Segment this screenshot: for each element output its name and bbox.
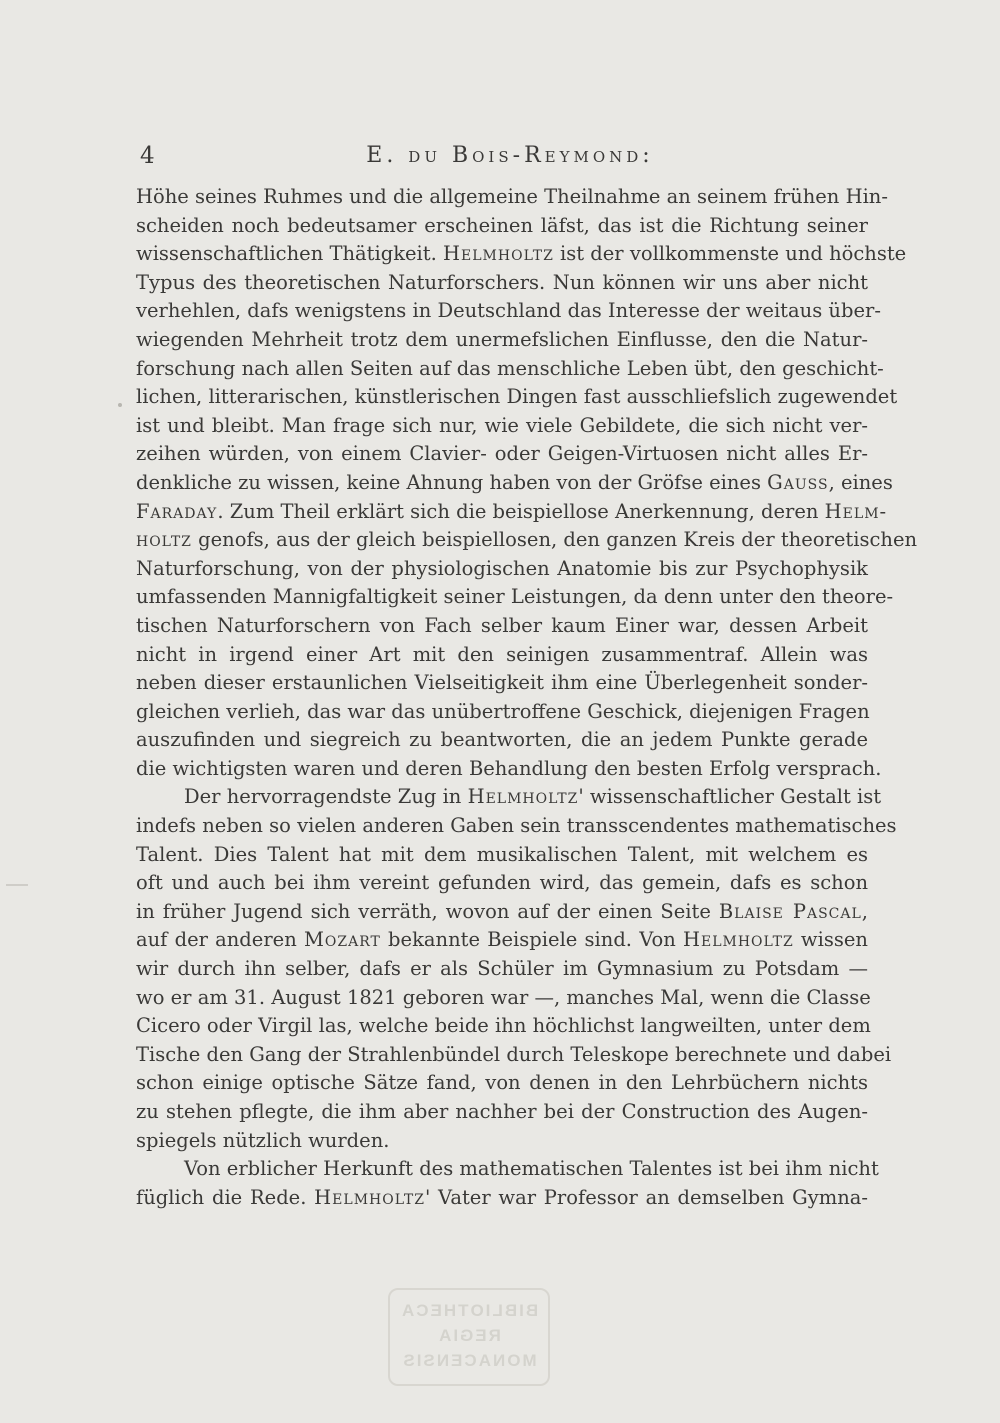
text-segment: füglich die Rede.	[136, 1185, 315, 1209]
text-line	[136, 984, 871, 1013]
text-segment: Talent. Dies Talent hat mit dem musikalischen Talent, mit welchem es	[136, 842, 868, 866]
text-segment: wir durch ihn selber, dafs er als Schüler im Gymnasium zu Potsdam —	[136, 957, 868, 981]
text-line	[136, 498, 888, 527]
text-line	[136, 1012, 871, 1041]
text-line	[136, 612, 868, 641]
text-segment: Tische den Gang der Strahlenbündel durch Teleskope berechnete und dabei	[136, 1042, 892, 1066]
text-segment: Von erblicher Herkunft des mathematischen Talentes ist bei ihm nicht	[184, 1157, 879, 1181]
text-segment: , eines	[828, 470, 893, 494]
text-segment: Naturforschung, von der physiologischen Anatomie bis zur Psychophysik	[136, 556, 868, 580]
text-segment: indefs neben so vielen anderen Gaben sein transscendentes mathematisches	[136, 814, 897, 838]
text-segment: tischen Naturforschern von Fach selber kaum Einer war, dessen Arbeit	[136, 613, 868, 637]
text-line	[136, 1155, 879, 1184]
text-line	[136, 898, 868, 927]
text-segment: Höhe seines Ruhmes und die allgemeine Theilnahme an seinem frühen Hin-	[136, 185, 888, 208]
text-line	[136, 812, 897, 841]
small-caps-name: Helm-	[824, 499, 888, 523]
text-line	[136, 326, 868, 355]
small-caps-name: holtz	[136, 528, 192, 552]
stamp-line: REGIA	[437, 1326, 501, 1345]
text-segment: spiegels nützlich wurden.	[136, 1128, 390, 1152]
text-line	[136, 383, 898, 412]
small-caps-name: Mozart	[303, 928, 381, 952]
text-line	[136, 869, 868, 898]
text-line	[136, 669, 868, 698]
text-segment: Typus des theoretischen Naturforschers. Nun können wir uns aber nicht	[136, 270, 868, 294]
text-line	[136, 526, 918, 555]
text-line	[136, 297, 881, 326]
text-line	[136, 469, 893, 498]
small-caps-name: Helmholtz	[682, 928, 794, 952]
text-line	[136, 783, 882, 812]
body-text	[136, 183, 918, 1212]
library-stamp	[388, 1288, 550, 1386]
text-line	[136, 641, 868, 670]
text-segment: auszufinden und siegreich zu beantworten, die an jedem Punkte gerade	[136, 728, 868, 752]
text-segment: genofs, aus der gleich beispiellosen, den ganzen Kreis der theoretischen	[191, 528, 918, 552]
text-segment: neben dieser erstaunlichen Vielseitigkeit ihm eine Überlegenheit sonder-	[136, 671, 868, 695]
text-line	[136, 1098, 868, 1127]
text-segment: zu stehen pflegte, die ihm aber nachher bei der Construction des Augen-	[136, 1100, 868, 1123]
text-segment: . Zum Theil erklärt sich die beispiellose Anerkennung, deren	[217, 499, 825, 523]
page-number: 4	[140, 143, 155, 169]
margin-dash	[6, 884, 28, 886]
stamp-line: BIBLIOTHECA	[399, 1301, 539, 1320]
text-segment: ' Vater war Professor an demselben Gymna-	[424, 1185, 868, 1209]
text-line	[136, 440, 868, 469]
text-line	[136, 412, 868, 441]
text-segment: bekannte Beispiele sind. Von	[380, 928, 683, 952]
text-line	[136, 1041, 892, 1070]
text-segment: nicht in irgend einer Art mit den seinigen zusammentraf. Allein was	[136, 642, 868, 666]
text-line	[136, 269, 868, 298]
text-segment: die wichtigsten waren und deren Behandlung den besten Erfolg versprach.	[136, 756, 882, 780]
running-head: E. du Bois-Reymond:	[366, 143, 654, 168]
small-caps-name: Blaise Pascal	[718, 899, 862, 923]
text-line	[136, 755, 882, 784]
small-caps-name: Helmholtz	[314, 1185, 425, 1209]
margin-mark	[118, 403, 122, 407]
text-segment: denkliche zu wissen, keine Ahnung haben von der Gröfse eines	[136, 470, 768, 494]
stamp-line: MONACENSIS	[401, 1351, 537, 1370]
text-segment: scheiden noch bedeutsamer erscheinen läfst, das ist die Richtung seiner	[136, 213, 868, 237]
text-line	[136, 583, 894, 612]
text-line	[136, 183, 888, 212]
small-caps-name: Faraday	[136, 499, 218, 523]
text-line	[136, 841, 868, 870]
text-line	[136, 355, 884, 384]
text-segment: zeihen würden, von einem Clavier- oder Geigen-Virtuosen nicht alles Er-	[136, 442, 868, 466]
text-segment: Der hervorragendste Zug in	[184, 785, 468, 809]
text-segment: umfassenden Mannigfaltigkeit seiner Leistungen, da denn unter den theore-	[136, 585, 894, 609]
text-segment: ,	[861, 899, 868, 923]
text-segment: auf der anderen	[136, 928, 304, 952]
text-segment: wissen	[793, 928, 868, 952]
text-segment: in früher Jugend sich verräth, wovon auf der einen Seite	[136, 899, 719, 923]
small-caps-name: Helmholtz	[467, 785, 579, 809]
text-line	[136, 926, 868, 955]
text-line	[136, 1184, 868, 1213]
text-line	[136, 726, 868, 755]
text-segment: wissenschaftlichen Thätigkeit.	[136, 242, 444, 266]
text-segment: gleichen verlieh, das war das unübertroffene Geschick, diejenigen Fragen	[136, 699, 870, 723]
text-segment: verhehlen, dafs wenigstens in Deutschland das Interesse der weitaus über-	[136, 299, 881, 323]
text-line	[136, 1127, 868, 1156]
text-segment: forschung nach allen Seiten auf das menschliche Leben übt, den geschicht-	[136, 356, 884, 380]
text-line	[136, 212, 868, 241]
text-line	[136, 555, 868, 584]
text-segment: schon einige optische Sätze fand, von denen in den Lehrbüchern nichts	[136, 1071, 868, 1095]
text-segment: ' wissenschaftlicher Gestalt ist	[578, 785, 882, 809]
text-segment: wiegenden Mehrheit trotz dem unermefslichen Einflusse, den die Natur-	[136, 327, 868, 351]
text-segment: ist und bleibt. Man frage sich nur, wie viele Gebildete, die sich nicht ver-	[136, 413, 868, 437]
text-line	[136, 698, 868, 727]
small-caps-name: Gauss	[767, 470, 829, 494]
text-segment: lichen, litterarischen, künstlerischen Dingen fast ausschliefslich zugewendet	[136, 385, 898, 409]
text-segment: ist der vollkommenste und höchste	[553, 242, 907, 266]
text-line	[136, 955, 868, 984]
text-segment: oft und auch bei ihm vereint gefunden wird, das gemein, dafs es schon	[136, 871, 868, 895]
text-segment: wo er am 31. August 1821 geboren war —, manches Mal, wenn die Classe	[136, 985, 871, 1009]
text-segment: Cicero oder Virgil las, welche beide ihn höchlichst langweilten, unter dem	[136, 1014, 871, 1038]
small-caps-name: Helmholtz	[443, 242, 554, 266]
text-line	[136, 240, 907, 269]
text-line	[136, 1069, 868, 1098]
